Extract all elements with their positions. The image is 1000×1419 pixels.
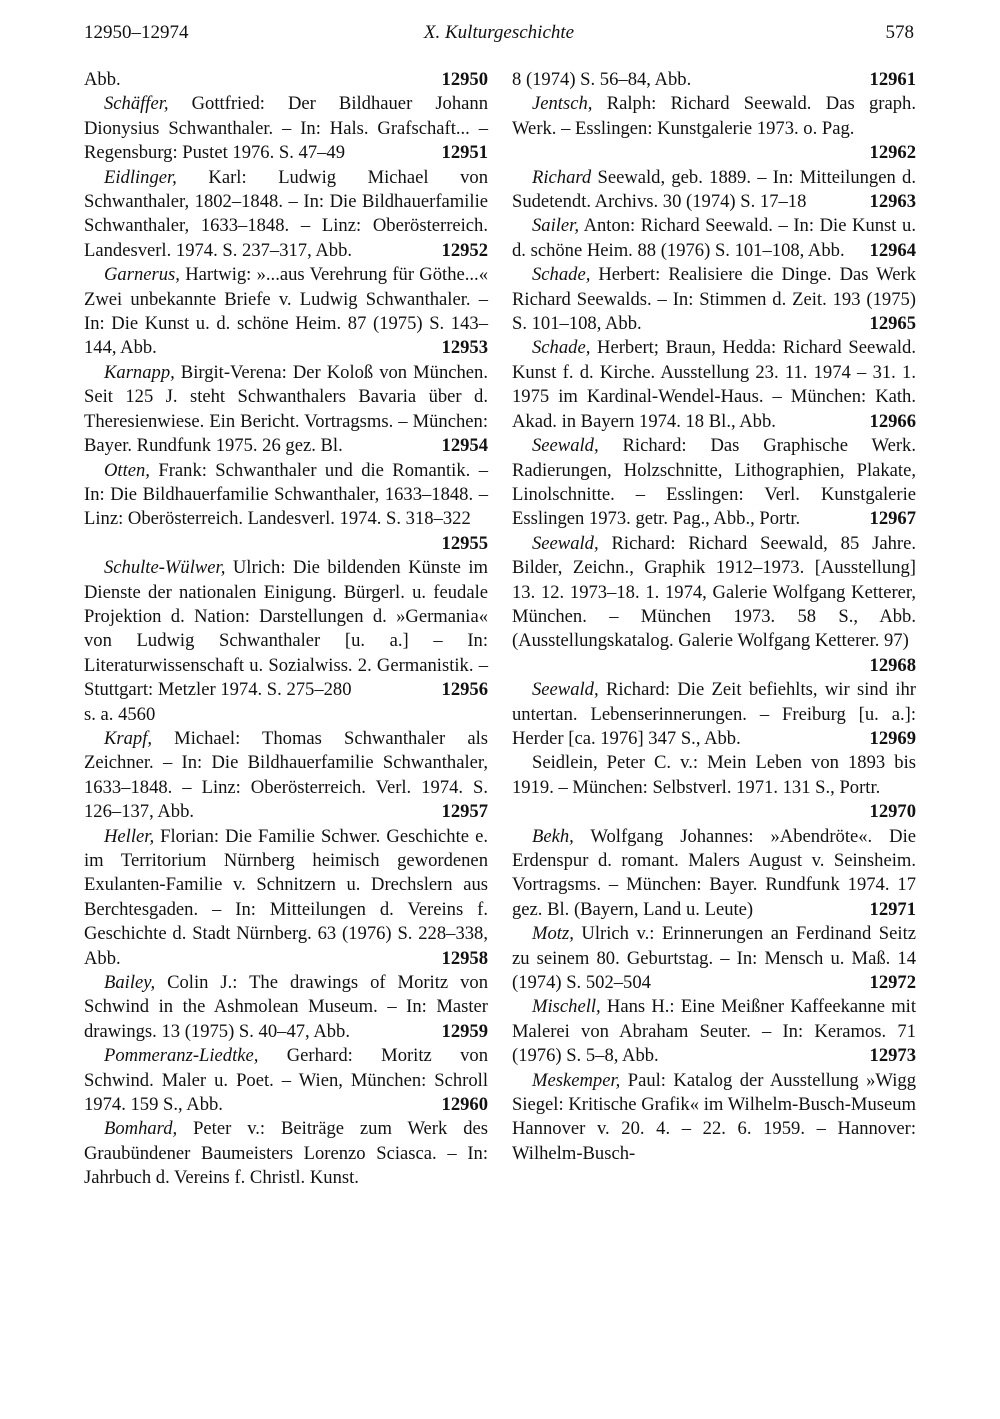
entry-author: Karnapp, — [104, 361, 175, 383]
bibliography-entry — [512, 532, 916, 678]
entry-text: Abb. — [84, 69, 121, 90]
bibliography-entry — [84, 263, 488, 361]
bibliography-entry — [512, 92, 916, 165]
bibliography-entry — [84, 971, 488, 1044]
section-title: X. Kulturgeschichte — [423, 22, 575, 43]
entry-text: 8 (1974) S. 56–84, Abb. — [512, 69, 692, 90]
bibliography-entry — [84, 68, 488, 92]
entry-number: 12965 — [869, 313, 916, 335]
entry-author: Richard — [532, 166, 592, 188]
entry-text: Richard: Die Zeit befiehlts, wir sind ihr untertan. Lebenserinnerungen. – Freiburg [u. a.]: Herder [ca. 1976] 347 S., Abb. — [512, 679, 916, 749]
bibliography-entry — [512, 1069, 916, 1167]
entry-number: 12953 — [441, 337, 488, 359]
bibliography-entry — [512, 825, 916, 923]
entry-author: Schulte-Wülwer, — [104, 557, 226, 579]
entry-author: Krapf, — [104, 727, 153, 749]
entry-text: Gottfried: Der Bildhauer Johann Dionysius Schwanthaler. – In: Hals. Grafschaft... – Regensburg: Pustet 1976. S. 47–49 — [84, 93, 488, 164]
entry-text: Anton: Richard Seewald. – In: Die Kunst u. d. schöne Heim. 88 (1976) S. 101–108, Abb. — [512, 215, 916, 261]
bibliography-entry — [84, 825, 488, 971]
entry-author: Schade, — [532, 264, 591, 286]
entry-text: Peter v.: Beiträge zum Werk des Graubündener Baumeisters Lorenzo Sciasca. – In: Jahrbuch d. Vereins f. Christl. Kunst. — [84, 1118, 488, 1189]
entry-number: 12972 — [869, 972, 916, 994]
entry-text: Seidlein, Peter C. v.: Mein Leben von 1893 bis 1919. – München: Selbstverl. 1971. 131 S., Portr. — [512, 752, 916, 798]
entry-text: Florian: Die Familie Schwer. Geschichte e. im Territorium Nürnberg heimisch gewordenen Exulanten-Familie v. Schnitzern u. Drechslern aus Berchtesgaden. – In: Mitteilungen d. Vereins f. Geschichte d. Stadt Nürnberg. 63 (1976) S. 228–338, Abb. — [84, 825, 488, 969]
entry-number: 12954 — [441, 435, 488, 457]
bibliography-entry — [512, 214, 916, 263]
entry-number: 12963 — [869, 191, 916, 213]
bibliography-entry — [84, 459, 488, 557]
bibliography-entry — [84, 92, 488, 165]
entry-author: Heller, — [104, 825, 155, 847]
entry-author: Jentsch, — [532, 93, 593, 115]
bibliography-entry — [84, 703, 488, 727]
entry-number: 12959 — [441, 1020, 488, 1042]
entry-number: 12962 — [869, 142, 916, 164]
entry-number: 12951 — [441, 142, 488, 164]
entry-number: 12971 — [869, 898, 916, 920]
entry-author: Schäffer, — [104, 93, 169, 115]
entry-text: Ralph: Richard Seewald. Das graph. Werk. – Esslingen: Kunstgalerie 1973. o. Pag. — [512, 93, 916, 139]
entry-number: 12956 — [441, 679, 488, 701]
entry-text: Frank: Schwanthaler und die Romantik. – In: Die Bildhauerfamilie Schwanthaler, 1633–1848. – Linz: Oberösterreich. Landesverl. 1974. S. 318–322 — [84, 459, 488, 530]
bibliography-entry — [84, 361, 488, 459]
entry-author: Sailer, — [532, 215, 580, 237]
entry-author: Schade, — [532, 337, 591, 359]
bibliography-entry — [512, 434, 916, 532]
page-number: 578 — [885, 22, 914, 43]
entry-text: Richard: Das Graphische Werk. Radierungen, Holzschnitte, Lithographien, Plakate, Linolschnitte. – Esslingen: Verl. Kunstgalerie Esslingen 1973. getr. Pag., Abb., Portr. — [512, 435, 916, 530]
bibliography-entry — [512, 68, 916, 92]
entry-text: Colin J.: The drawings of Moritz von Schwind in the Ashmolean Museum. – In: Master drawings. 13 (1975) S. 40–47, Abb. — [84, 972, 488, 1042]
entry-text: Seewald, geb. 1889. – In: Mitteilungen d. Sudetendt. Archivs. 30 (1974) S. 17–18 — [512, 166, 916, 213]
entry-text: Ulrich v.: Erinnerungen an Ferdinand Seitz zu seinem 80. Geburtstag. – In: Mensch u. Maß. 14 (1974) S. 502–504 — [512, 923, 916, 994]
bibliography-entry — [512, 922, 916, 995]
entry-number: 12968 — [869, 654, 916, 676]
bibliography-entry — [84, 166, 488, 264]
bibliography-entry — [84, 727, 488, 825]
entry-author: Seewald, — [532, 679, 599, 701]
entry-number: 12967 — [869, 508, 916, 530]
entry-number: 12952 — [441, 239, 488, 261]
entry-author: Pommeranz-Liedtke, — [104, 1045, 259, 1067]
entry-number: 12950 — [441, 69, 488, 90]
entry-text: s. a. 4560 — [84, 703, 156, 725]
entry-number: 12973 — [869, 1045, 916, 1067]
entry-author: Seewald, — [532, 435, 599, 457]
entry-number: 12966 — [869, 410, 916, 432]
page-header — [84, 16, 914, 50]
entry-text: Richard: Richard Seewald, 85 Jahre. Bilder, Zeichn., Graphik 1912–1973. [Ausstellung] 13. 12. 1973–18. 1. 1974, Galerie Wolfgang Ketterer, München. – München 1973. 58 S., Abb. (Ausstellungskatalog. Galerie Wolfgang Ketterer. 97) — [512, 532, 916, 652]
entry-text: Hartwig: »...aus Verehrung für Göthe...« Zwei unbekannte Briefe v. Ludwig Schwanthaler. – In: Die Kunst u. d. schöne Heim. 87 (1975) S. 143–144, Abb. — [84, 264, 488, 359]
entry-author: Motz, — [532, 923, 574, 945]
entry-text: Gerhard: Moritz von Schwind. Maler u. Poet. – Wien, München: Schroll 1974. 159 S., Abb. — [84, 1045, 488, 1116]
bibliography-entry — [512, 166, 916, 215]
bibliography-entry — [84, 556, 488, 702]
entry-number: 12960 — [441, 1094, 488, 1116]
entry-number: 12955 — [441, 532, 488, 554]
entry-author: Meskemper, — [532, 1069, 621, 1091]
entry-author: Bailey, — [104, 972, 156, 994]
entry-author: Bomhard, — [104, 1118, 178, 1140]
entry-number: 12961 — [869, 69, 916, 90]
entry-text: Michael: Thomas Schwanthaler als Zeichner. – In: Die Bildhauerfamilie Schwanthaler, 1633–1848. – Linz: Oberösterreich. Verl. 1974. S. 126–137, Abb. — [84, 727, 488, 823]
entry-number: 12957 — [441, 801, 488, 823]
left-column — [84, 68, 488, 1191]
entry-text: Herbert; Braun, Hedda: Richard Seewald. Kunst f. d. Kirche. Ausstellung 23. 11. 1974 – 31. 1. 1975 im Kardinal-Wendel-Haus. – München: Kath. Akad. in Bayern 1974. 18 Bl., Abb. — [512, 337, 916, 432]
entry-author: Otten, — [104, 459, 150, 481]
bibliography-entry — [512, 995, 916, 1068]
entry-text: Birgit-Verena: Der Koloß von München. Seit 125 J. steht Schwanthalers Bavaria über d. Theresienwiese. Ein Bericht. Vortragsms. – München: Bayer. Rundfunk 1975. 26 gez. Bl. — [84, 361, 488, 457]
entry-number: 12958 — [441, 947, 488, 969]
entry-range: 12950–12974 — [84, 22, 189, 43]
entry-text: Hans H.: Eine Meißner Kaffeekanne mit Malerei von Abraham Seuter. – In: Keramos. 71 (1976) S. 5–8, Abb. — [512, 996, 916, 1067]
entry-number: 12969 — [869, 727, 916, 749]
entry-author: Seewald, — [532, 532, 599, 554]
entry-text: Wolfgang Johannes: »Abendröte«. Die Erdenspur d. romant. Malers August v. Seinsheim. Vortragsms. – München: Bayer. Rundfunk 1974. 17 gez. Bl. (Bayern, Land u. Leute) — [512, 825, 916, 920]
entry-author: Eidlinger, — [104, 166, 177, 188]
bibliography-entry — [84, 1117, 488, 1190]
entry-number: 12970 — [869, 801, 916, 823]
entry-text: Karl: Ludwig Michael von Schwanthaler, 1802–1848. – In: Die Bildhauerfamilie Schwanthaler, 1633–1848. – Linz: Oberösterreich. Landesverl. 1974. S. 237–317, Abb. — [84, 166, 488, 261]
bibliography-entry — [84, 1044, 488, 1117]
entry-text: Paul: Katalog der Ausstellung »Wigg Siegel: Kritische Grafik« im Wilhelm-Busch-Museum Hannover v. 20. 4. – 22. 6. 1959. – Hannover: Wilhelm-Busch- — [512, 1069, 916, 1164]
entry-number: 12964 — [869, 239, 916, 261]
bibliography-entry — [512, 336, 916, 434]
right-column — [512, 68, 916, 1166]
entry-text: Herbert: Realisiere die Dinge. Das Werk Richard Seewalds. – In: Stimmen d. Zeit. 193 (1975) S. 101–108, Abb. — [512, 264, 916, 335]
entry-text: Ulrich: Die bildenden Künste im Dienste der nationalen Einigung. Bürgerl. u. feudale Projektion d. Nation: Darstellungen d. »Germania« von Ludwig Schwanthaler [u. a.] – In: Literaturwissenschaft u. Sozialwiss. 2. Germanistik. – Stuttgart: Metzler 1974. S. 275–280 — [84, 557, 488, 701]
entry-author: Bekh, — [532, 825, 574, 847]
entry-author: Garnerus, — [104, 264, 180, 286]
bibliography-entry — [512, 678, 916, 751]
entry-author: Mischell, — [532, 996, 601, 1018]
bibliography-entry — [512, 751, 916, 824]
bibliography-entry — [512, 263, 916, 336]
